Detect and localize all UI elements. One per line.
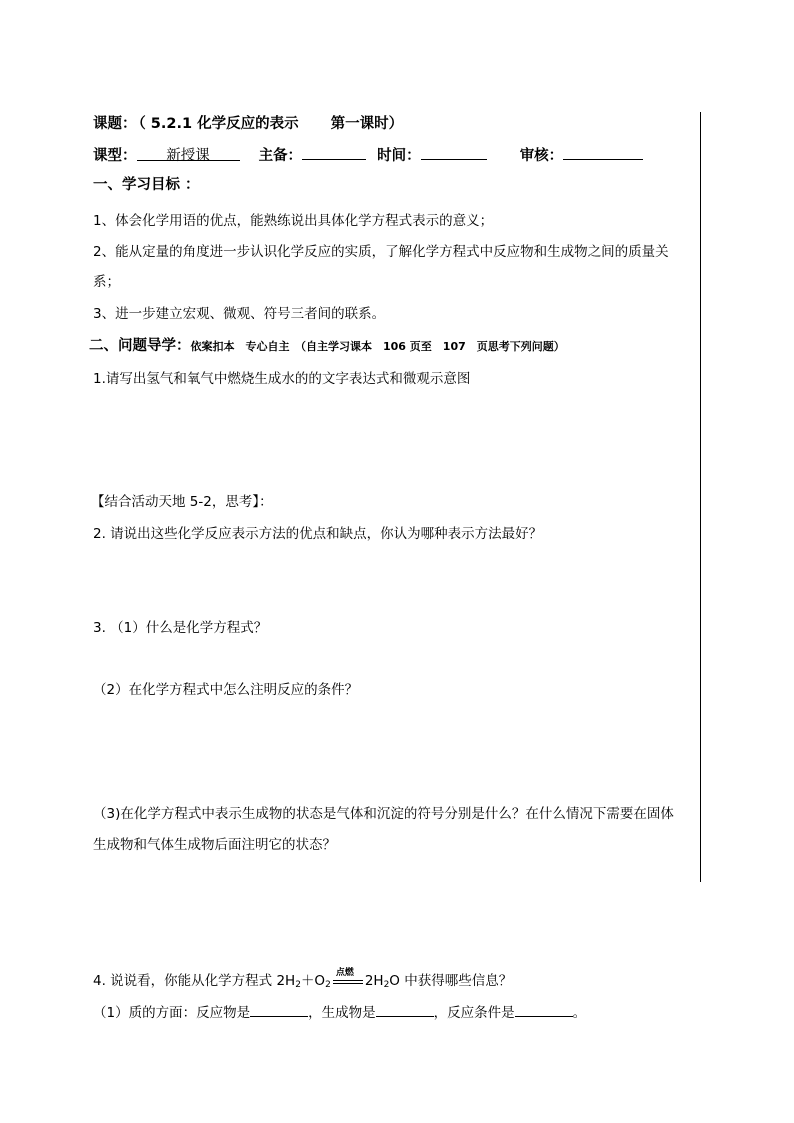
q4-text-pre: 4. 说说看，你能从化学方程式 2H [93,973,296,989]
type-field[interactable] [137,146,240,164]
goal-item: 系； [93,274,120,290]
q4-subscript: 2 [295,980,301,990]
goal-item: 2、能从定量的角度进一步认识化学反应的实质，了解化学方程式中反应物和生成物之间的质量关 [93,244,669,260]
section2-heading [89,336,565,357]
time-field[interactable] [421,145,487,160]
time-label: 时间： [377,148,421,164]
author-field[interactable] [302,145,366,160]
topic-value: （ 5.2.1 化学反应的表示 [138,116,299,132]
question-3-2: （2）在化学方程式中怎么注明反应的条件？ [93,682,359,698]
question-1: 1.请写出氢气和氧气中燃烧生成水的的文字表达式和微观示意图 [93,371,471,387]
equals-bar [333,983,363,984]
q4-text-post: O 中获得哪些信息？ [389,973,513,989]
q4-subscript: 2 [325,980,331,990]
margin-rule [700,112,701,882]
question-3-3-cont: 生成物和气体生成物后面注明它的状态？ [93,837,336,853]
section2-subtitle: 依案扣本 专心自主 （自主学习课本 106 页至 107 页思考下列问题） [190,340,565,353]
equals-bar [333,980,363,981]
q4-1-label-product: ，生成物是 [308,1005,376,1021]
condition-blank[interactable] [515,1002,573,1017]
reaction-condition-arrow [333,969,363,989]
question-3-1: 3. （1）什么是化学方程式？ [93,620,268,636]
review-field[interactable] [563,145,643,160]
question-2: 2. 请说出这些化学反应表示方法的优点和缺点，你认为哪种表示方法最好？ [93,526,543,542]
author-label: 主备： [258,148,303,164]
meta-line [93,145,643,166]
reactant-blank[interactable] [250,1002,308,1017]
goal-item: 1、体会化学用语的优点，能熟练说出具体化学方程式表示的意义； [93,213,494,229]
review-label: 审核： [519,148,564,164]
topic-line [93,114,403,134]
q4-1-label-condition: ，反应条件是 [433,1005,515,1021]
q4-product: 2H [364,973,384,989]
section1-title: 一、学习目标 ： [93,177,200,193]
question-4-1 [93,1002,586,1023]
activity-note: 【结合活动天地 5-2，思考】： [91,494,273,510]
question-3-3: （3)在化学方程式中表示生成物的状态是气体和沉淀的符号分别是什么？在什么情况下需要在固体 [93,806,674,822]
q4-plus-o: ＋O [300,973,326,989]
goal-item: 3、进一步建立宏观、微观、符号三者间的联系。 [93,306,386,322]
topic-period: 第一课时） [330,116,404,132]
section2-title: 二、问题导学： [89,338,191,354]
product-blank[interactable] [376,1002,434,1017]
condition-label: 点燃 [335,968,354,978]
type-value: 新授课 [166,148,210,164]
question-4 [93,969,512,995]
topic-label: 课题： [93,116,137,132]
q4-1-label-reactant: （1）质的方面：反应物是 [93,1005,251,1021]
type-label: 课型： [93,148,137,164]
q4-subscript: 2 [383,980,390,990]
q4-1-period: 。 [572,1005,587,1021]
